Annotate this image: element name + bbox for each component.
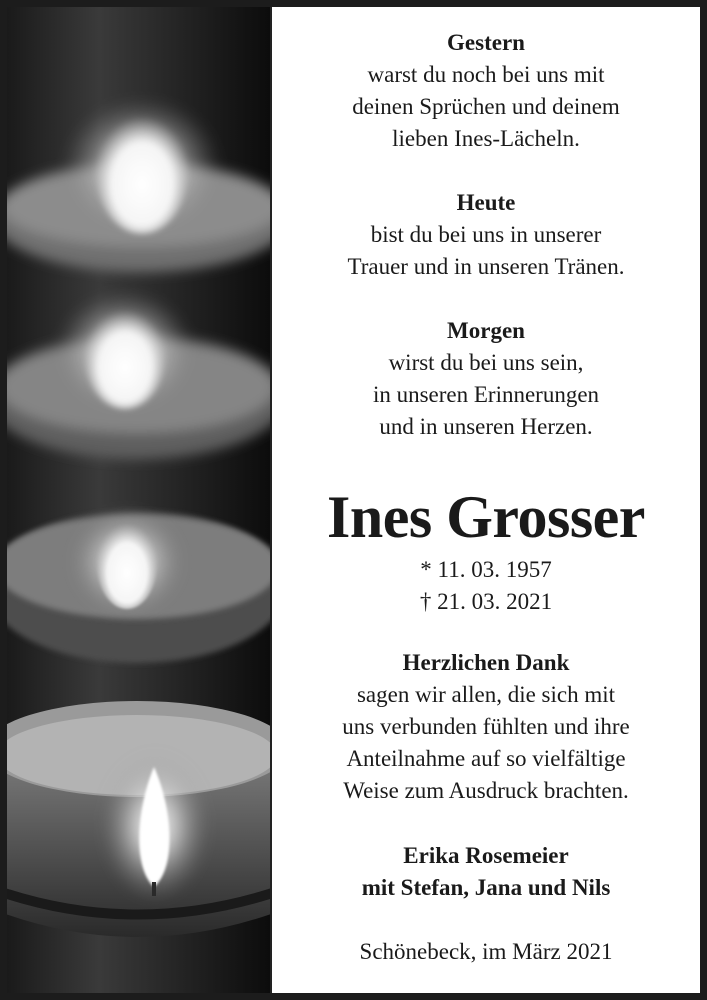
verse-heading: Morgen [447, 318, 525, 343]
verse-line: und in unseren Herzen. [379, 414, 593, 439]
verse-line: wirst du bei uns sein, [388, 350, 584, 375]
candles-photo [7, 7, 270, 993]
thanks-heading: Herzlichen Dank [402, 650, 570, 675]
thanks-line: sagen wir allen, die sich mit [356, 682, 616, 707]
verse-heading: Gestern [447, 30, 525, 55]
verse-line: bist du bei uns in unserer [370, 222, 602, 247]
death-date: † 21. 03. 2021 [419, 589, 553, 614]
deceased-block [272, 484, 700, 618]
thanks-line: Weise zum Ausdruck brachten. [343, 778, 629, 803]
deceased-name: Ines Grosser [327, 484, 645, 550]
place-date-block [272, 936, 700, 968]
place-date: Schönebeck, im März 2021 [359, 939, 613, 964]
verse-line: lieben Ines-Lächeln. [392, 126, 580, 151]
verse-line: in unseren Erinnerungen [372, 382, 600, 407]
verse-line: Trauer und in unseren Tränen. [347, 254, 625, 279]
verse-morgen [272, 315, 700, 443]
signature-line: Erika Rosemeier [403, 843, 569, 868]
text-column [272, 7, 700, 993]
thanks-block [272, 647, 700, 807]
candle-4 [7, 701, 270, 937]
verse-heading: Heute [456, 190, 516, 215]
thanks-line: uns verbunden fühlten und ihre [342, 714, 630, 739]
birth-date: * 11. 03. 1957 [420, 557, 552, 582]
verse-heute [272, 187, 700, 283]
thanks-line: Anteilnahme auf so vielfältige [346, 746, 626, 771]
verse-gestern [272, 27, 700, 155]
verse-line: deinen Sprüchen und deinem [352, 94, 620, 119]
signature-block [272, 840, 700, 904]
candle-3 [7, 507, 270, 663]
verse-line: warst du noch bei uns mit [367, 62, 605, 87]
signature-line: mit Stefan, Jana und Nils [361, 875, 611, 900]
